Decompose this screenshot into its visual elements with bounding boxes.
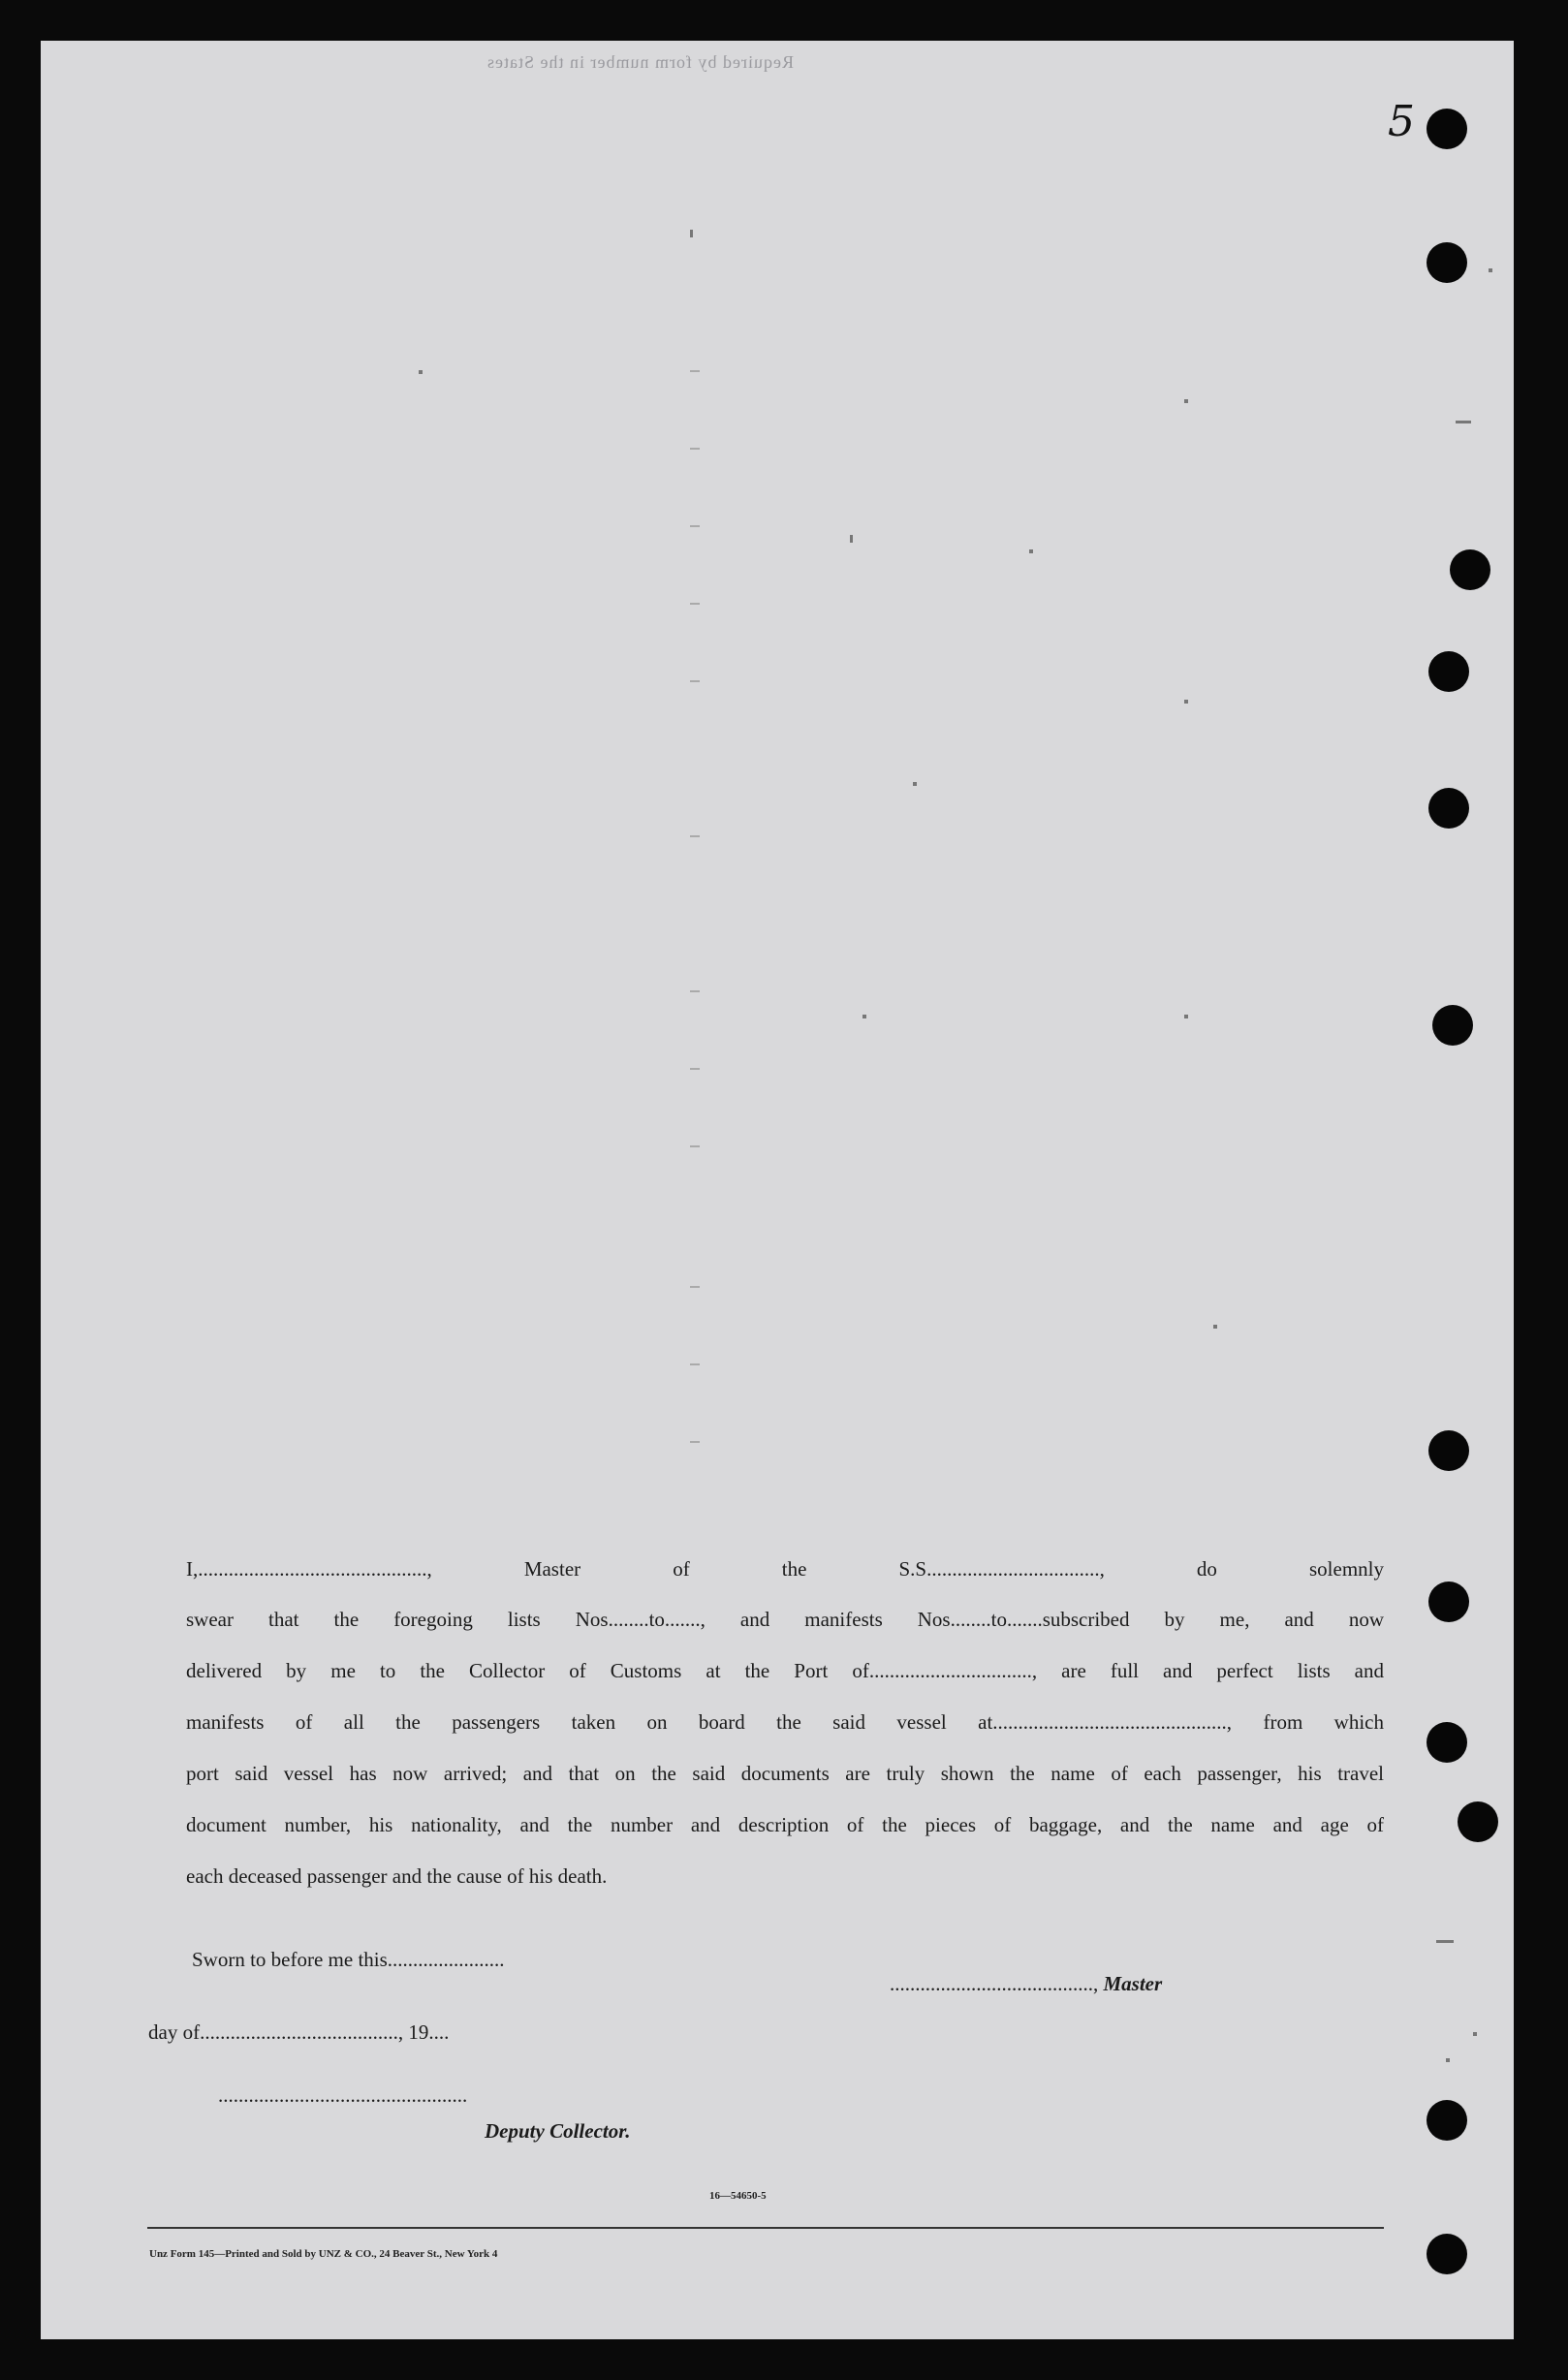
paper-speck — [690, 680, 700, 682]
binder-hole — [1432, 1005, 1473, 1046]
binder-hole — [1428, 1430, 1469, 1471]
paper-speck — [1436, 1940, 1454, 1943]
paper-speck — [913, 782, 917, 786]
paper-speck — [690, 835, 700, 837]
paper-speck — [690, 1286, 700, 1288]
paper-speck — [1456, 421, 1471, 423]
paper-speck — [1029, 549, 1033, 553]
bleed-through-text: Required by form number in the States — [486, 52, 794, 72]
paper-speck — [690, 448, 700, 450]
master-signature-line — [869, 1948, 1162, 2020]
binder-hole — [1428, 651, 1469, 692]
binder-hole — [1427, 1722, 1467, 1763]
paper-speck — [850, 535, 853, 543]
form-code: 16—54650-5 — [709, 2190, 767, 2202]
paper-speck — [690, 1145, 700, 1147]
paper-speck — [1184, 700, 1188, 704]
paper-speck — [690, 1068, 700, 1070]
binder-hole — [1428, 1581, 1469, 1622]
handwritten-page-mark: 5 — [1388, 97, 1415, 146]
paper-speck — [690, 990, 700, 992]
printer-line: Unz Form 145—Printed and Sold by UNZ & CO., 24 Beaver St., New York 4 — [149, 2248, 498, 2260]
paper-speck — [1184, 399, 1188, 403]
paper-speck — [1473, 2032, 1477, 2036]
paper-speck — [690, 1363, 700, 1365]
binder-hole — [1458, 1801, 1498, 1842]
paper-speck — [419, 370, 423, 374]
binder-hole — [1427, 109, 1467, 149]
master-dots: ........................................, — [890, 1972, 1104, 1995]
binder-hole — [1427, 242, 1467, 283]
oath-line: document number, his nationality, and the number and description of the pieces of baggage, and the name and age of — [186, 1813, 1384, 1836]
paper-speck — [690, 1441, 700, 1443]
paper-speck — [690, 370, 700, 372]
oath-line: port said vessel has now arrived; and that on the said documents are truly shown the name of each passenger, his travel — [186, 1762, 1384, 1785]
paper-speck — [1446, 2058, 1450, 2062]
document-page — [41, 41, 1514, 2339]
paper-speck — [690, 603, 700, 605]
day-of-label: day of......................................., 19.... — [148, 2020, 450, 2044]
oath-line: each deceased passenger and the cause of his death. — [186, 1864, 608, 1888]
binder-hole — [1427, 2234, 1467, 2274]
binder-hole — [1427, 2100, 1467, 2141]
oath-line: delivered by me to the Collector of Customs at the Port of................................, are full and perfect lists and — [186, 1659, 1384, 1682]
footer-rule — [147, 2227, 1384, 2229]
paper-speck — [862, 1015, 866, 1018]
oath-line: I,............................................., Master of the S.S.................................., do solemnly — [186, 1557, 1384, 1581]
oath-line: manifests of all the passengers taken on board the said vessel at.............................................., from which — [186, 1710, 1384, 1734]
paper-speck — [1489, 268, 1492, 272]
deputy-collector-label: Deputy Collector. — [485, 2119, 631, 2143]
master-label: Master — [1103, 1972, 1163, 1995]
deputy-signature-dots: ................................................. — [218, 2083, 468, 2107]
paper-speck — [1184, 1015, 1188, 1018]
paper-speck — [1213, 1325, 1217, 1329]
paper-speck — [690, 230, 693, 237]
binder-hole — [1428, 788, 1469, 829]
oath-line: swear that the foregoing lists Nos........to......., and manifests Nos........to.......subscribed by me, and now — [186, 1608, 1384, 1631]
binder-hole — [1450, 549, 1490, 590]
sworn-before-label: Sworn to before me this....................... — [192, 1948, 505, 1971]
paper-speck — [690, 525, 700, 527]
